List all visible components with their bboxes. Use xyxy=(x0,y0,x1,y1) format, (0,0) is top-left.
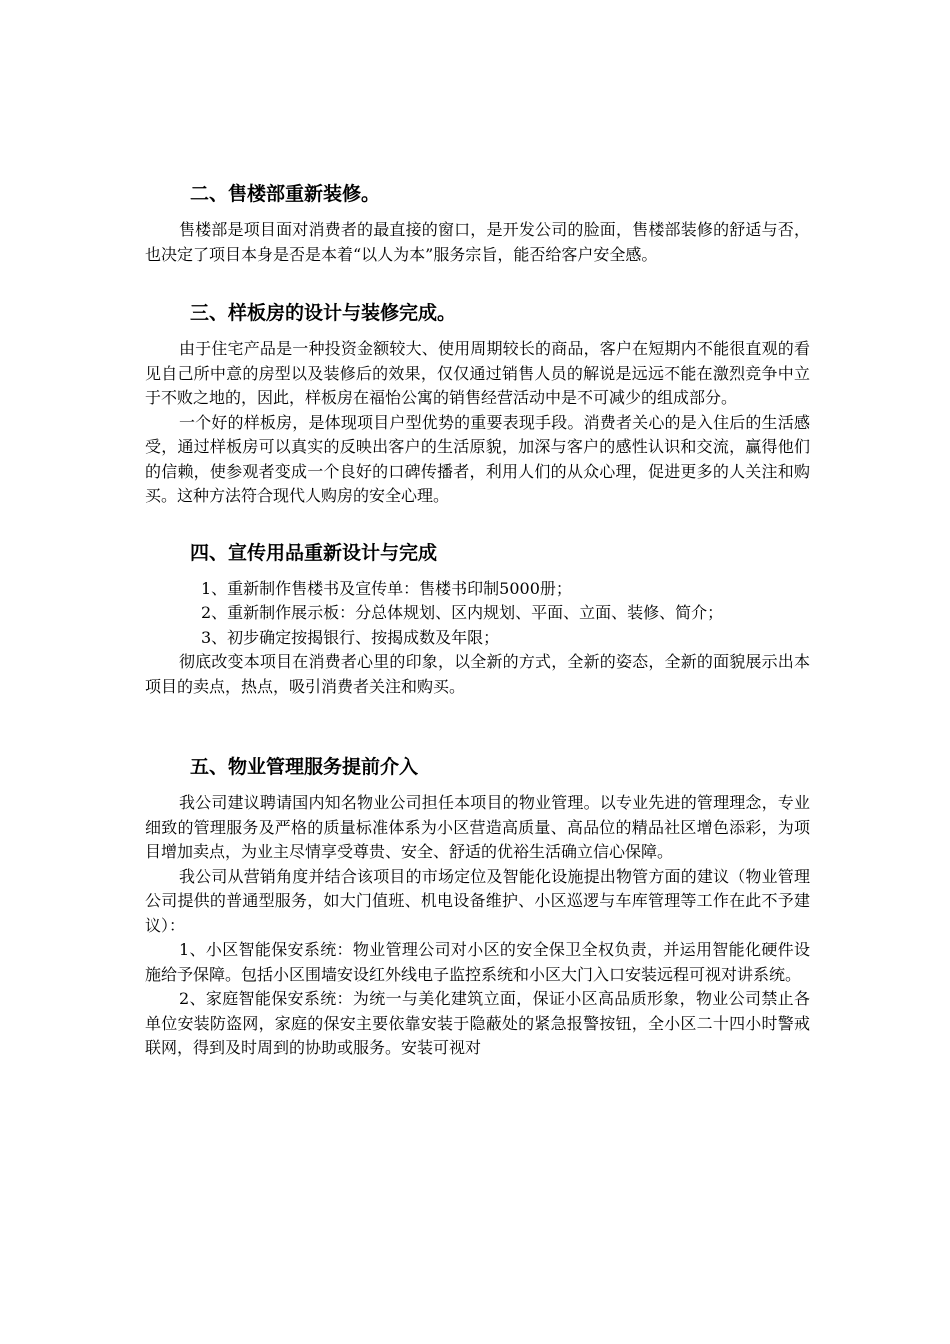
section-heading: 三、样板房的设计与装修完成。 xyxy=(190,302,457,324)
section-promotional-materials xyxy=(145,539,810,700)
paragraph: 2、家庭智能保安系统：为统一与美化建筑立面，保证小区高品质形象，物业公司禁止各单位安装防盗网，家庭的保安主要依靠安装于隐蔽处的紧急报警按钮，全小区二十四小时警戒联网，得到及时周到的协助或服务。安装可视对 xyxy=(145,989,810,1057)
document-page xyxy=(145,180,810,1061)
paragraph: 我公司从营销角度并结合该项目的市场定位及智能化设施提出物管方面的建议（物业管理公司提供的普通型服务，如大门值班、机电设备维护、小区巡逻与车库管理等工作在此不予建议）： xyxy=(145,866,810,935)
section-heading: 五、物业管理服务提前介入 xyxy=(190,756,419,778)
list-item: 1、重新制作售楼书及宣传单：售楼书印制5000册； xyxy=(201,578,572,598)
paragraph: 彻底改变本项目在消费者心里的印象，以全新的方式，全新的姿态，全新的面貌展示出本项目的卖点，热点，吸引消费者关注和购买。 xyxy=(145,652,810,696)
paragraph: 售楼部是项目面对消费者的最直接的窗口，是开发公司的脸面，售楼部装修的舒适与否，也决定了项目本身是否是本着“以人为本”服务宗旨，能否给客户安全感。 xyxy=(145,220,810,264)
paragraph: 一个好的样板房，是体现项目户型优势的重要表现手段。消费者关心的是入住后的生活感受，通过样板房可以真实的反映出客户的生活原貌，加深与客户的感性认识和交流，赢得他们的信赖，使参观者变成一个良好的口碑传播者，利用人们的从众心理，促进更多的人关注和购买。这种方法符合现代人购房的安全心理。 xyxy=(145,412,810,505)
section-heading: 二、售楼部重新装修。 xyxy=(190,183,381,205)
paragraph: 我公司建议聘请国内知名物业公司担任本项目的物业管理。以专业先进的管理理念，专业细致的管理服务及严格的质量标准体系为小区营造高质量、高品位的精品社区增色添彩，为项目增加卖点，为业主尽情享受尊贵、安全、舒适的优裕生活确立信心保障。 xyxy=(145,793,810,861)
section-heading: 四、宣传用品重新设计与完成 xyxy=(190,541,438,564)
list-item: 3、初步确定按揭银行、按揭成数及年限； xyxy=(201,627,500,647)
list-item: 2、重新制作展示板：分总体规划、区内规划、平面、立面、装修、简介； xyxy=(201,603,724,622)
section-sales-office xyxy=(145,180,810,267)
paragraph: 由于住宅产品是一种投资金额较大、使用周期较长的商品，客户在短期内不能很直观的看见自己所中意的房型以及装修后的效果，仅仅通过销售人员的解说是远远不能在激烈竞争中立于不败之地的，因此，样板房在福怡公寓的销售经营活动中是不可减少的组成部分。 xyxy=(145,339,810,407)
section-property-management xyxy=(145,753,810,1061)
paragraph: 1、小区智能保安系统：物业管理公司对小区的安全保卫全权负责，并运用智能化硬件设施给予保障。包括小区围墙安设红外线电子监控系统和小区大门入口安装远程可视对讲系统。 xyxy=(145,940,810,984)
section-model-room xyxy=(145,299,810,509)
